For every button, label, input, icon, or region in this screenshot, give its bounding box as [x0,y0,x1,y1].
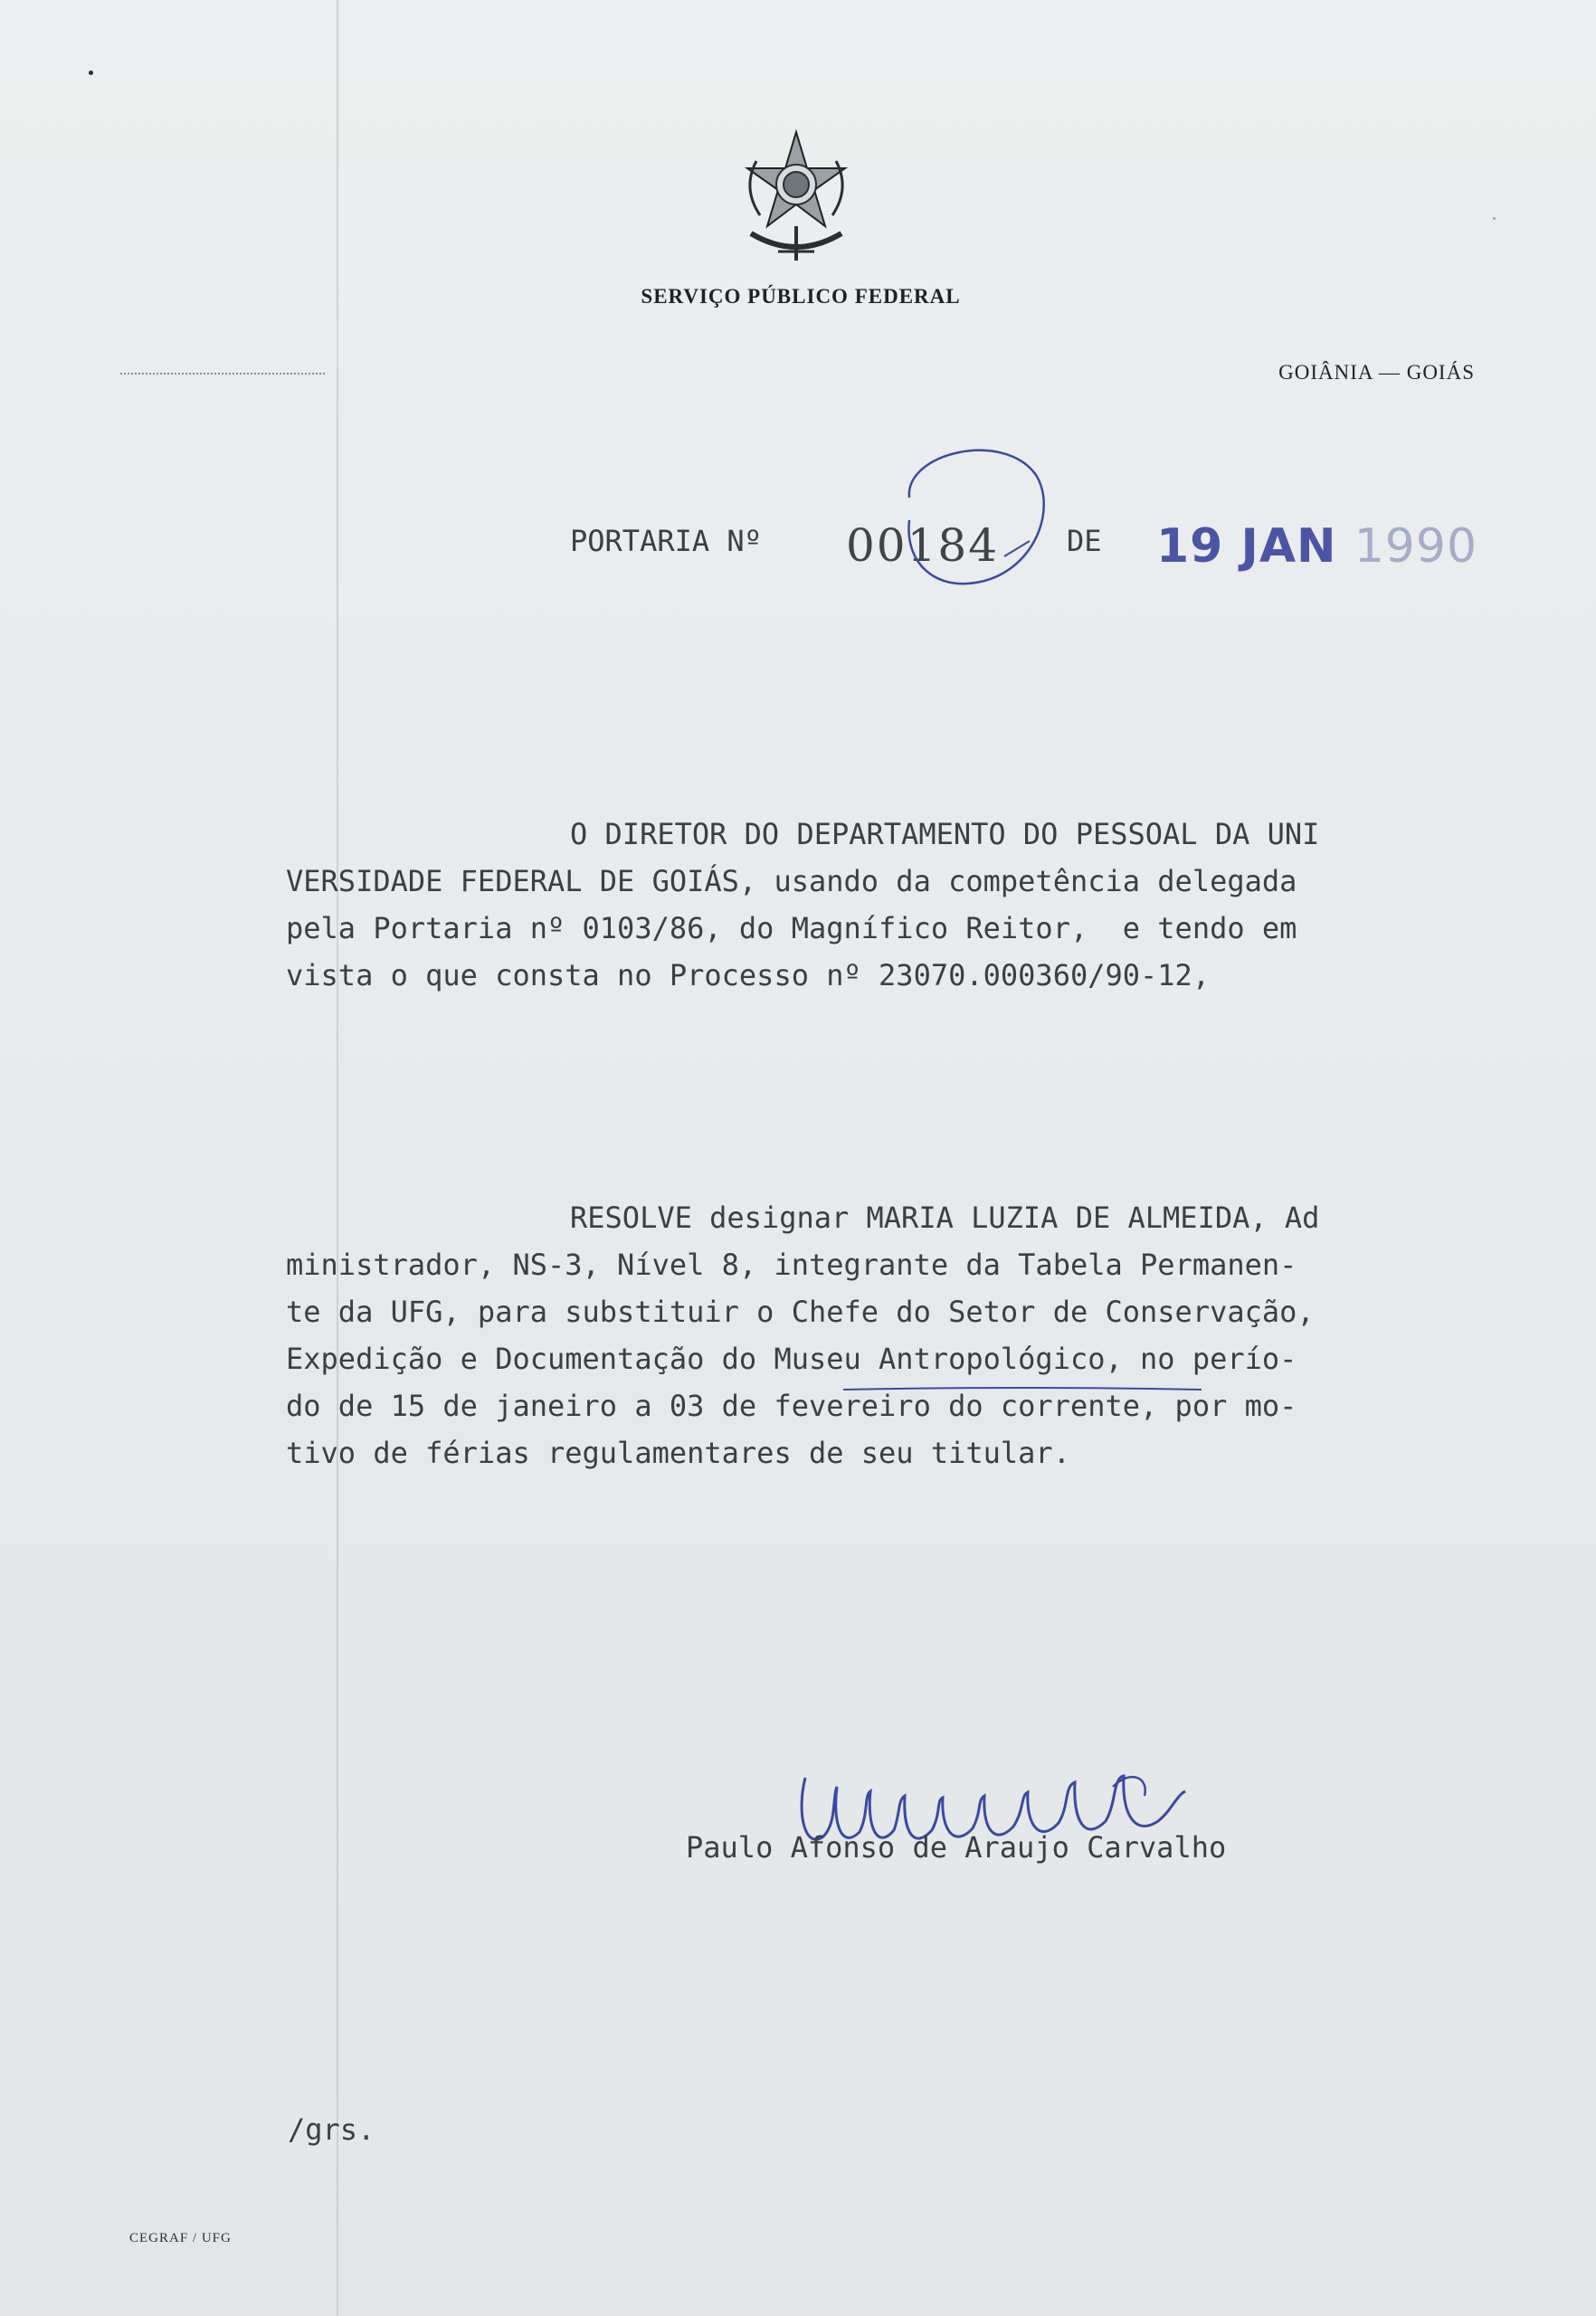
paragraph2-line-4: Expedição e Documentação do Museu Antropológico, no perío- [286,1342,1297,1376]
paragraph1-line-1: O DIRETOR DO DEPARTAMENTO DO PESSOAL DA UNI [570,817,1320,851]
printer-footer: CEGRAF / UFG [129,2231,232,2245]
paragraph-resolution [286,1194,1399,1476]
paper-speck [1493,217,1496,220]
paper-speck [89,71,93,75]
paragraph1-line-3: pela Portaria nº 0103/86, do Magnífico Reitor, e tendo em [286,911,1297,945]
paragraph2-line-2: ministrador, NS-3, Nível 8, integrante da Tabela Permanen- [286,1248,1297,1282]
portaria-de: DE [1067,524,1102,558]
ink-underline-mark [841,1382,1203,1400]
date-stamp [1156,519,1477,574]
fold-line [337,0,338,2316]
portaria-number: 00184 [846,519,1000,572]
brazil-coat-of-arms-icon [724,125,869,270]
service-title: SERVIÇO PÚBLICO FEDERAL [641,285,961,308]
ink-circle-mark [869,434,1068,597]
typist-initials: /grs. [288,2112,375,2147]
paragraph2-line-5: do de 15 de janeiro a 03 de fevereiro do corrente, por mo- [286,1389,1297,1423]
paragraph2-line-3: te da UFG, para substituir o Chefe do Setor de Conservação, [286,1295,1315,1329]
paragraph-preamble [286,811,1399,999]
paragraph2-line-1: RESOLVE designar MARIA LUZIA DE ALMEIDA, Ad [570,1201,1320,1235]
date-stamp-day-month: 19 JAN [1156,519,1337,574]
date-stamp-year: 1990 [1354,519,1478,574]
location: GOIÂNIA — GOIÁS [1278,361,1475,384]
signatory-name: Paulo Afonso de Araujo Carvalho [686,1830,1227,1865]
dotted-rule [120,373,325,375]
paragraph1-line-4: vista o que consta no Processo nº 23070.000360/90-12, [286,958,1211,992]
paragraph2-line-6: tivo de férias regulamentares de seu titular. [286,1436,1070,1470]
paragraph1-line-2: VERSIDADE FEDERAL DE GOIÁS, usando da competência delegada [286,864,1297,898]
portaria-label: PORTARIA Nº [570,524,762,558]
